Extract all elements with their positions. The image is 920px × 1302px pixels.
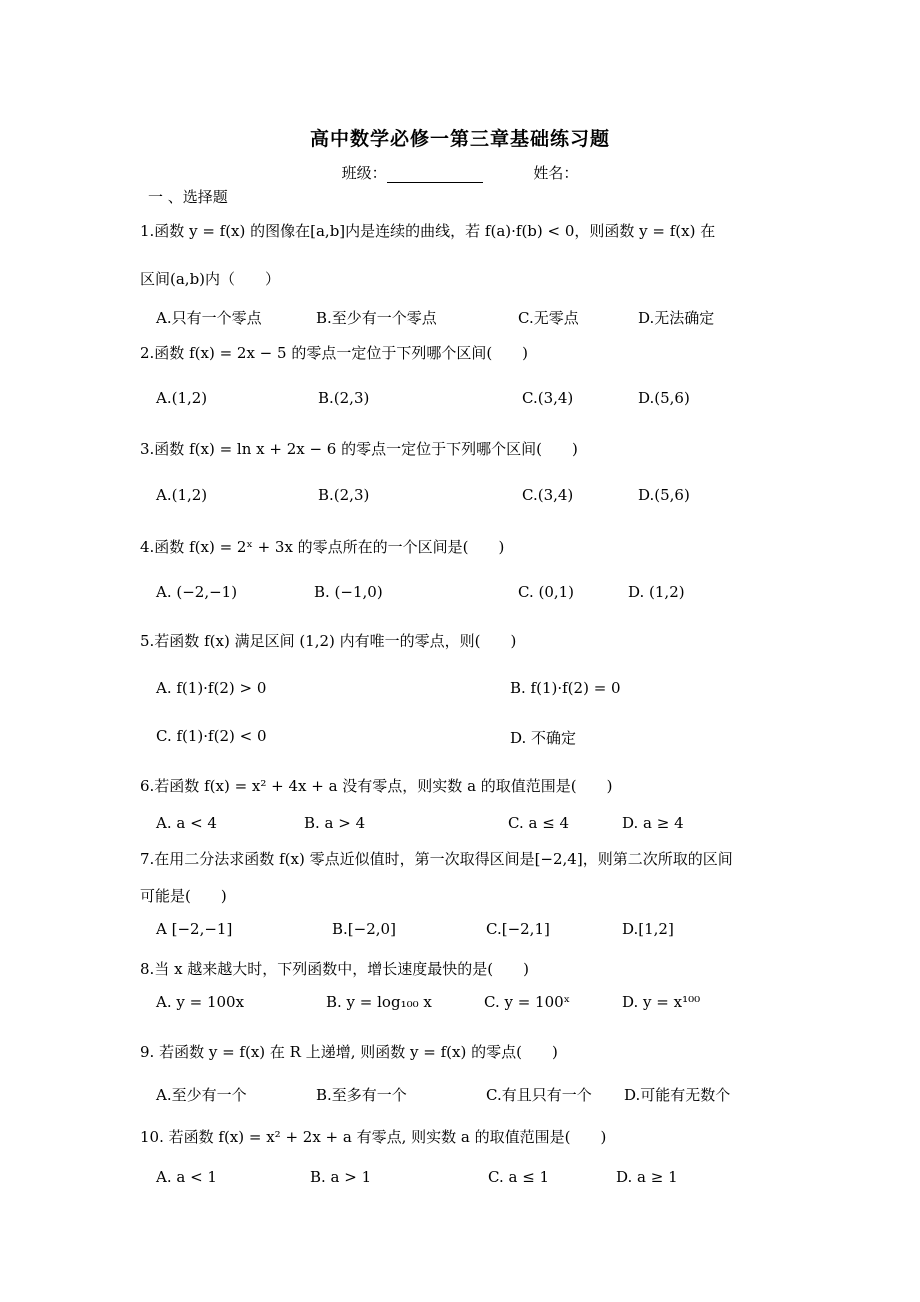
q5-option-a: A. f(1)·f(2) > 0 bbox=[156, 679, 267, 697]
q2-option-c: C.(3,4) bbox=[522, 389, 574, 407]
q9-option-c: C.有且只有一个 bbox=[486, 1086, 592, 1104]
q10-option-d: D. a ≥ 1 bbox=[616, 1168, 678, 1186]
q8-option-c: C. y = 100ˣ bbox=[484, 993, 571, 1011]
section-heading: 一 、选择题 bbox=[148, 188, 228, 206]
q7-option-c: C.[−2,1] bbox=[486, 920, 550, 938]
student-info bbox=[0, 162, 920, 183]
question-1: 1.函数 y = f(x) 的图像在[a,b]内是连续的曲线，若 f(a)·f(b) < 0，则函数 y = f(x) 在 bbox=[140, 222, 716, 240]
question-5: 5.若函数 f(x) 满足区间 (1,2) 内有唯一的零点，则( ) bbox=[140, 632, 517, 650]
q1-option-c: C.无零点 bbox=[518, 309, 579, 327]
name-label: 姓名： bbox=[533, 164, 579, 182]
question-10: 10. 若函数 f(x) = x² + 2x + a 有零点, 则实数 a 的取值范围是( ) bbox=[140, 1128, 607, 1146]
question-9: 9. 若函数 y = f(x) 在 R 上递增, 则函数 y = f(x) 的零点( ) bbox=[140, 1043, 558, 1061]
q1-option-a: A.只有一个零点 bbox=[156, 309, 262, 327]
q5-option-b: B. f(1)·f(2) = 0 bbox=[510, 679, 621, 697]
q7-option-a: A [−2,−1] bbox=[156, 920, 233, 938]
q3-option-c: C.(3,4) bbox=[522, 486, 574, 504]
q2-option-d: D.(5,6) bbox=[638, 389, 690, 407]
question-8: 8.当 x 越来越大时，下列函数中，增长速度最快的是( ) bbox=[140, 960, 530, 978]
q10-option-c: C. a ≤ 1 bbox=[488, 1168, 550, 1186]
question-2: 2.函数 f(x) = 2x − 5 的零点一定位于下列哪个区间( ) bbox=[140, 344, 529, 362]
q4-option-a: A. (−2,−1) bbox=[156, 583, 238, 601]
question-7: 7.在用二分法求函数 f(x) 零点近似值时，第一次取得区间是[−2,4]，则第二次所取的区间 bbox=[140, 850, 733, 868]
q7-option-b: B.[−2,0] bbox=[332, 920, 396, 938]
question-3: 3.函数 f(x) = ln x + 2x − 6 的零点一定位于下列哪个区间( ) bbox=[140, 440, 578, 458]
q9-option-b: B.至多有一个 bbox=[316, 1086, 407, 1104]
q5-option-d: D. 不确定 bbox=[510, 729, 577, 747]
q2-option-a: A.(1,2) bbox=[156, 389, 208, 407]
q4-option-d: D. (1,2) bbox=[628, 583, 685, 601]
question-7-cont: 可能是( ) bbox=[140, 887, 227, 905]
page-title: 高中数学必修一第三章基础练习题 bbox=[309, 128, 610, 150]
q8-option-a: A. y = 100x bbox=[156, 993, 245, 1011]
q1-option-d: D.无法确定 bbox=[638, 309, 715, 327]
question-4: 4.函数 f(x) = 2ˣ + 3x 的零点所在的一个区间是( ) bbox=[140, 538, 505, 556]
q3-option-a: A.(1,2) bbox=[156, 486, 208, 504]
q9-option-a: A.至少有一个 bbox=[156, 1086, 247, 1104]
q10-option-b: B. a > 1 bbox=[310, 1168, 372, 1186]
q10-option-a: A. a < 1 bbox=[156, 1168, 217, 1186]
question-6: 6.若函数 f(x) = x² + 4x + a 没有零点，则实数 a 的取值范围是( ) bbox=[140, 777, 613, 795]
class-label: 班级： bbox=[341, 164, 387, 182]
q3-option-d: D.(5,6) bbox=[638, 486, 690, 504]
question-1-cont: 区间(a,b)内（ ） bbox=[140, 270, 281, 288]
class-blank bbox=[387, 168, 483, 183]
q4-option-c: C. (0,1) bbox=[518, 583, 575, 601]
q1-option-b: B.至少有一个零点 bbox=[316, 309, 437, 327]
q9-option-d: D.可能有无数个 bbox=[624, 1086, 731, 1104]
q4-option-b: B. (−1,0) bbox=[314, 583, 383, 601]
q6-option-b: B. a > 4 bbox=[304, 814, 366, 832]
q6-option-d: D. a ≥ 4 bbox=[622, 814, 684, 832]
q3-option-b: B.(2,3) bbox=[318, 486, 370, 504]
q7-option-d: D.[1,2] bbox=[622, 920, 674, 938]
q6-option-a: A. a < 4 bbox=[156, 814, 217, 832]
q8-option-b: B. y = log₁₀₀ x bbox=[326, 993, 432, 1011]
q2-option-b: B.(2,3) bbox=[318, 389, 370, 407]
q6-option-c: C. a ≤ 4 bbox=[508, 814, 570, 832]
q8-option-d: D. y = x¹⁰⁰ bbox=[622, 993, 701, 1011]
q5-option-c: C. f(1)·f(2) < 0 bbox=[156, 727, 267, 745]
